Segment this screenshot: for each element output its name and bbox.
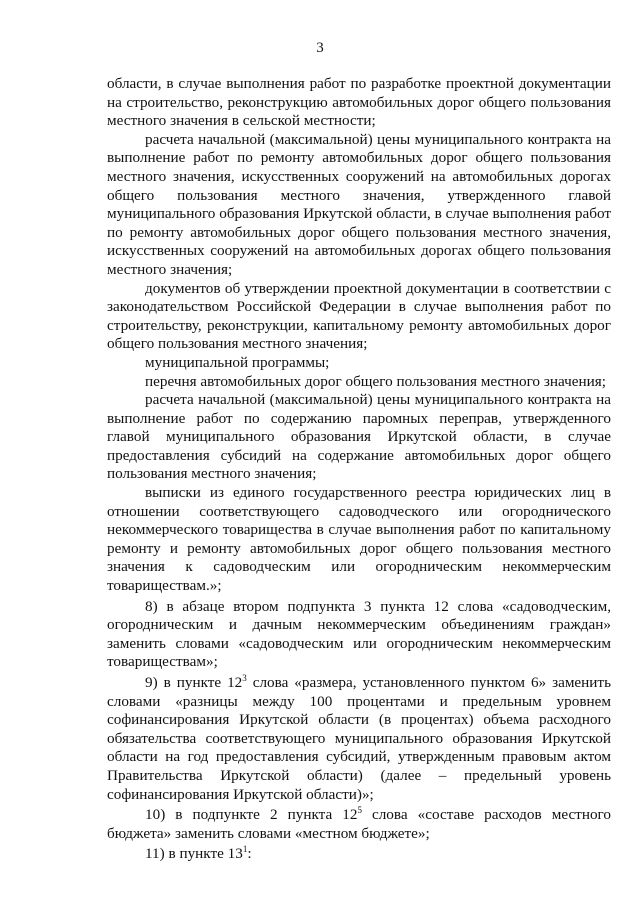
item10-text-after: слова «составе расходов местного бюджета» заменить словами «местном бюджете»; [107,806,611,842]
paragraph-5: перечня автомобильных дорог общего пользования местного значения; [145,372,606,390]
paragraph-1: области, в случае выполнения работ по разработке проектной документации на строительство, реконструкцию автомобильных дорог общего пользования местного значения в сельской местности; [107,75,611,130]
paragraph-item-8: 8) в абзаце втором подпункта 3 пункта 12 слова «садоводческим, огородническим и дачным некоммерческим объединениям граждан» заменить словами «садоводческим или огородническим некоммерческим товариществам»; [107,597,611,671]
item10-text-before: 10) в подпункте 2 пункта 12 [145,806,358,824]
item9-superscript: 3 [242,672,247,683]
paragraph-item-11 [107,845,611,864]
item10-superscript: 5 [357,805,362,816]
paragraph-6: расчета начальной (максимальной) цены муниципального контракта на выполнение работ по содержанию паромных переправ, утвержденного главой муниципального образования Иркутской области, в случае предоставления субсидий на содержание автомобильных дорог общего пользования местного значения; [107,391,611,483]
document-body [107,75,611,864]
paragraph-2: расчета начальной (максимальной) цены муниципального контракта на выполнение работ по ремонту автомобильных дорог общего пользования местного значения, искусственных сооружений на автомобильных дорогах общего пользования местного значения, утвержденного главой муниципального образования Иркутской области, в случае выполнения работ по ремонту автомобильных дорог общего пользования местного значения, искусственных сооружений на автомобильных дорогах общего пользования местного значения; [107,130,611,278]
paragraph-4: муниципальной программы; [145,353,330,371]
item11-superscript: 1 [242,844,248,855]
paragraph-3: документов об утверждении проектной документации в соответствии с законодательством Российской Федерации в случае выполнения работ по строительству, реконструкции, капитальному ремонту автомобильных дорог общего пользования местного значения; [107,279,611,353]
paragraph-item-9 [107,674,611,804]
item9-text-after: слова «размера, установленного пунктом 6» заменить словами «разницы между 100 процентами и предельным уровнем софинансирования Иркутской области (в процентах) объема расходного обязательства соответствующего муниципального образования Иркутской области на год предоставления субсидий, утвержденным правовым актом Правительства Иркутской области) (далее – предельный уровень софинансирования Иркутской области)»; [107,674,611,803]
item9-text-before: 9) в пункте 12 [145,674,243,691]
item11-text-before: 11) в пункте 13 [145,845,243,863]
item11-text-after: : [247,845,252,863]
page-number: 3 [316,40,324,56]
paragraph-7: выписки из единого государственного реестра юридических лиц в отношении соответствующего садоводческого или огороднического некоммерческого товарищества в случае выполнения работ по капитальному ремонту и ремонту автомобильных дорог общего пользования местного значения к садоводческим или огородническим некоммерческим товариществам.»; [107,484,611,595]
paragraph-item-10 [107,806,611,843]
